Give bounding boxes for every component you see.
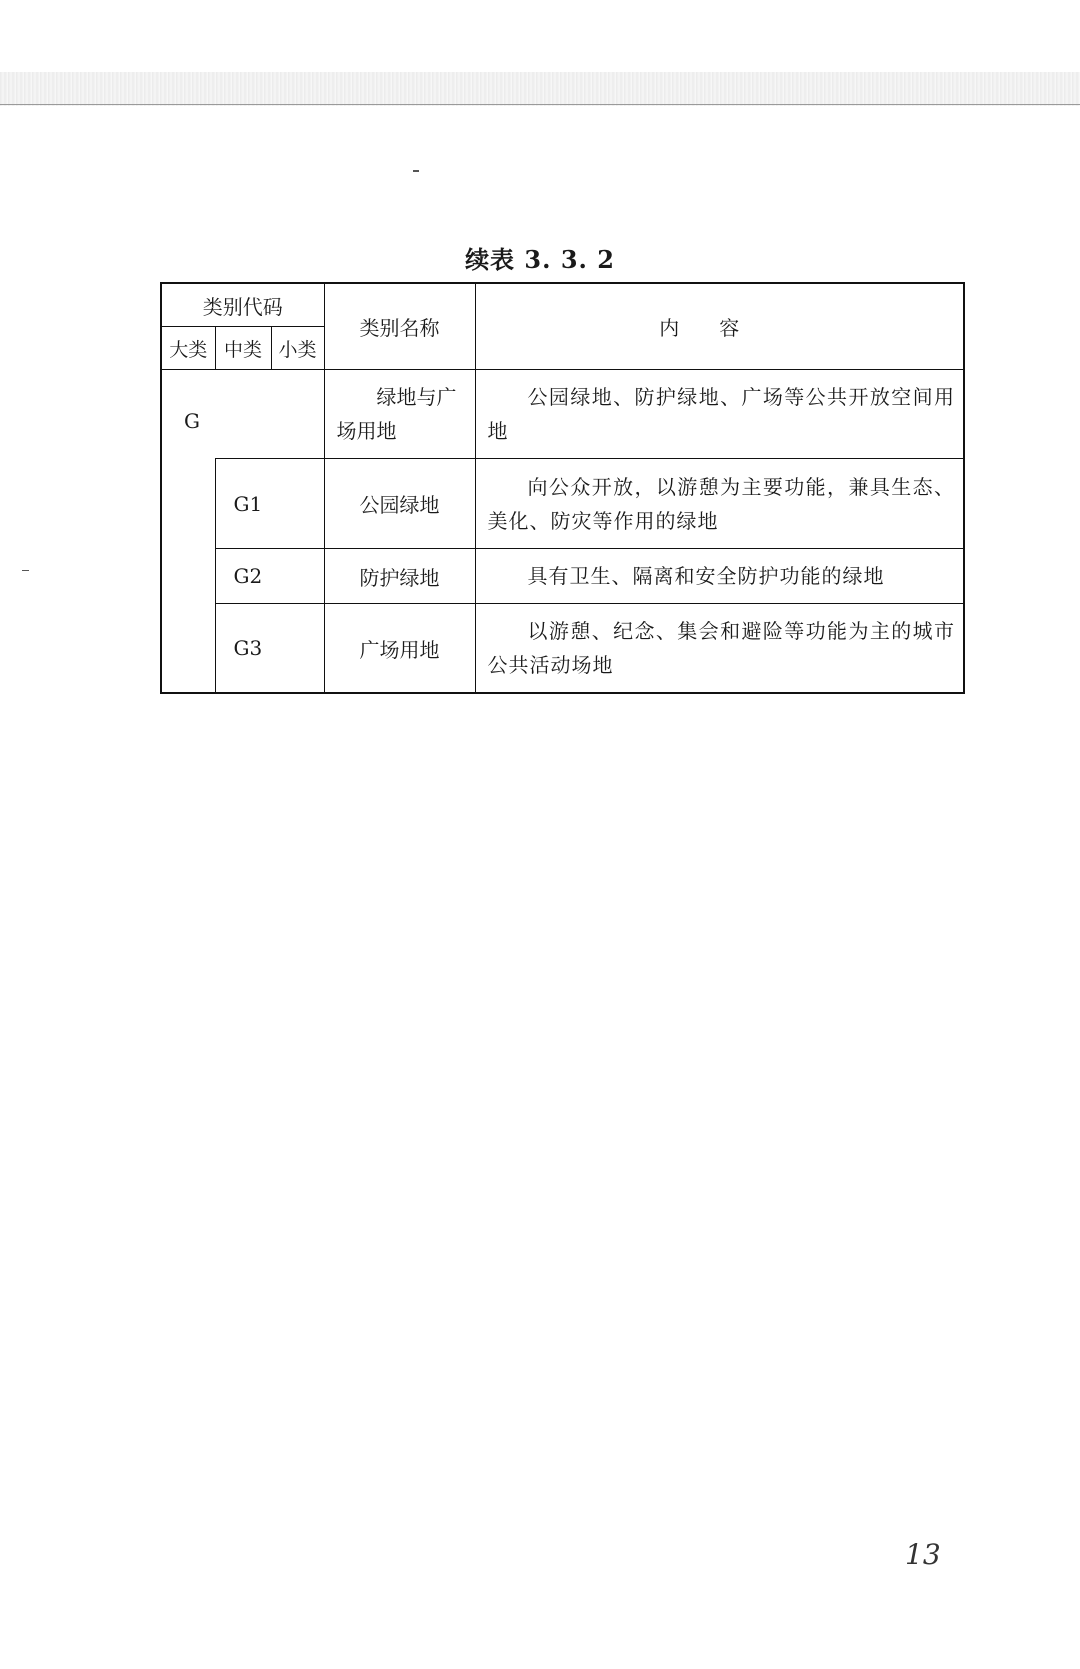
category-content: 公园绿地、防护绿地、广场等公共开放空间用地	[475, 370, 964, 459]
header-row-1	[161, 283, 964, 327]
table-caption: 续表 3. 3. 2	[465, 245, 615, 274]
header-major: 大类	[161, 327, 215, 370]
table-row	[161, 549, 964, 604]
scan-speck	[22, 570, 29, 571]
medium-code: G3	[215, 604, 324, 694]
category-content: 向公众开放，以游憩为主要功能，兼具生态、美化、防灾等作用的绿地	[475, 459, 964, 549]
scan-artifact-line	[0, 104, 1080, 105]
header-name: 类别名称	[324, 283, 475, 370]
category-name: 防护绿地	[324, 549, 475, 604]
category-name: 绿地与广场用地	[324, 370, 475, 459]
land-use-classification-table	[160, 282, 965, 694]
table-row	[161, 459, 964, 549]
category-content: 以游憩、纪念、集会和避险等功能为主的城市公共活动场地	[475, 604, 964, 694]
table-row	[161, 604, 964, 694]
page-number: 13	[905, 1538, 941, 1571]
medium-code: G2	[215, 549, 324, 604]
header-code-group: 类别代码	[161, 283, 324, 327]
category-name: 广场用地	[324, 604, 475, 694]
medium-code: G1	[215, 459, 324, 549]
table-row	[161, 370, 964, 459]
scan-artifact-band	[0, 72, 1080, 106]
header-content: 内容	[475, 283, 964, 370]
header-medium: 中类	[215, 327, 271, 370]
category-name: 公园绿地	[324, 459, 475, 549]
scan-speck	[413, 170, 419, 172]
major-code-blank	[161, 459, 215, 694]
major-code: G	[161, 370, 324, 459]
header-minor: 小类	[271, 327, 324, 370]
category-content: 具有卫生、隔离和安全防护功能的绿地	[475, 549, 964, 604]
